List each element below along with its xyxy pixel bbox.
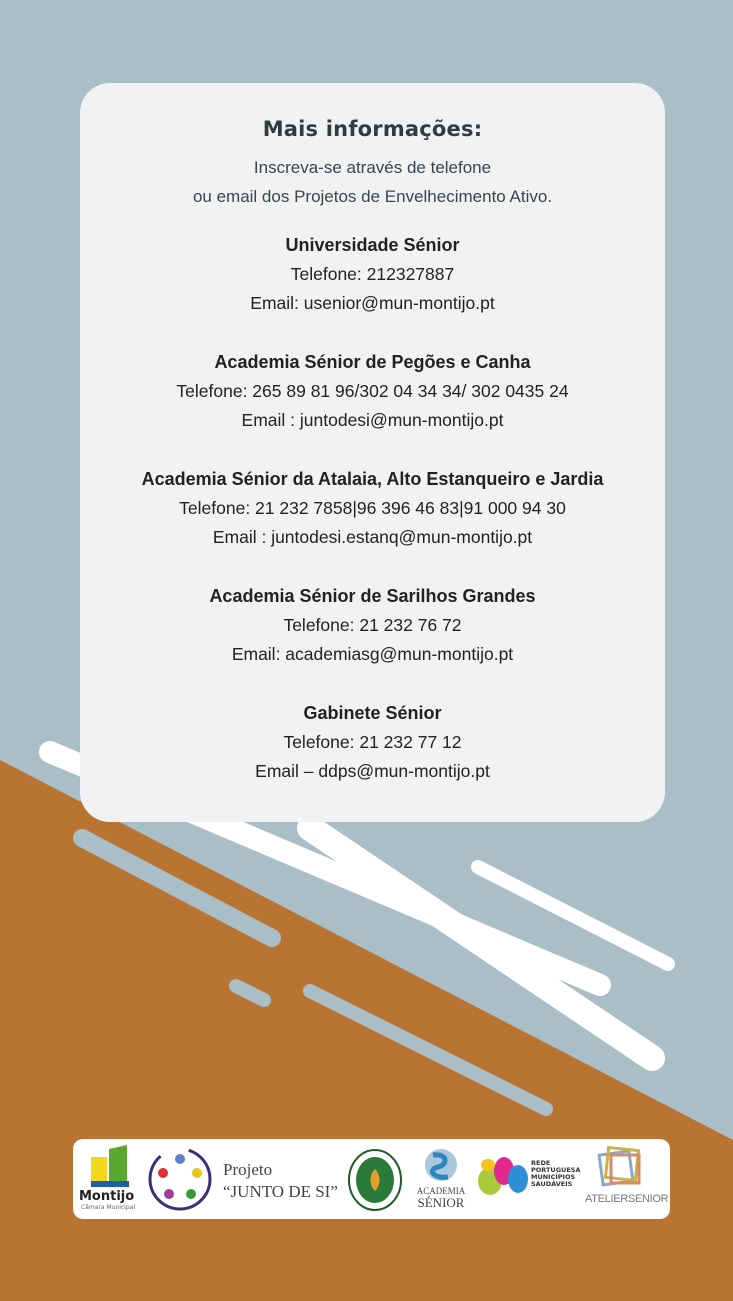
contact-phone: Telefone: 265 89 81 96/302 04 34 34/ 302 0435 24 bbox=[176, 381, 569, 401]
seal-logo-icon bbox=[347, 1139, 403, 1219]
rede-line: SAUDÁVEIS bbox=[531, 1180, 573, 1188]
montijo-logo-icon bbox=[87, 1145, 133, 1189]
academia-label: ACADEMIA bbox=[416, 1186, 466, 1196]
contact-block bbox=[80, 699, 665, 786]
projeto-label: Projeto bbox=[223, 1160, 273, 1179]
contact-name: Universidade Sénior bbox=[285, 235, 460, 255]
contact-email: Email – ddps@mun-montijo.pt bbox=[255, 761, 490, 781]
contact-name: Academia Sénior de Pegões e Canha bbox=[214, 352, 531, 372]
partner-logos-bar bbox=[73, 1139, 670, 1219]
contact-block bbox=[80, 582, 665, 669]
rede-line: PORTUGUESA bbox=[531, 1166, 581, 1174]
projeto-logo-text bbox=[223, 1159, 338, 1203]
intro-text bbox=[80, 153, 665, 211]
contact-phone: Telefone: 21 232 7858|96 396 46 83|91 000 94 30 bbox=[179, 498, 566, 518]
contact-block bbox=[80, 348, 665, 435]
info-card bbox=[80, 83, 665, 822]
atelier-senior-logo-icon bbox=[593, 1145, 649, 1193]
intro-line: Inscreva-se através de telefone bbox=[253, 158, 492, 177]
contact-name: Gabinete Sénior bbox=[303, 703, 442, 723]
rede-municipios-logo-icon bbox=[476, 1139, 530, 1219]
montijo-logo-text: Montijo bbox=[79, 1189, 135, 1204]
contact-email: Email: usenior@mun-montijo.pt bbox=[250, 293, 495, 313]
academia-label: SÉNIOR bbox=[417, 1195, 465, 1210]
contact-name: Academia Sénior da Atalaia, Alto Estanqueiro e Jardia bbox=[141, 469, 604, 489]
contact-email: Email : juntodesi@mun-montijo.pt bbox=[241, 410, 504, 430]
academia-senior-logo-text bbox=[413, 1186, 469, 1209]
contact-phone: Telefone: 212327887 bbox=[290, 264, 455, 284]
rede-line: REDE bbox=[531, 1159, 551, 1167]
academia-senior-logo-icon bbox=[418, 1145, 464, 1185]
rede-municipios-logo-text bbox=[531, 1160, 580, 1188]
atelier-senior-logo-text: ATELIERSENIOR bbox=[585, 1193, 669, 1205]
contact-email: Email : juntodesi.estanq@mun-montijo.pt bbox=[212, 527, 533, 547]
contact-block bbox=[80, 465, 665, 552]
contact-block bbox=[80, 231, 665, 318]
junto-de-si-logo-icon bbox=[145, 1139, 215, 1219]
contact-phone: Telefone: 21 232 76 72 bbox=[283, 615, 462, 635]
intro-line: ou email dos Projetos de Envelhecimento Ativo. bbox=[192, 187, 553, 206]
projeto-name: “JUNTO DE SI” bbox=[223, 1182, 338, 1201]
contact-email: Email: academiasg@mun-montijo.pt bbox=[231, 644, 514, 664]
contact-phone: Telefone: 21 232 77 12 bbox=[283, 732, 462, 752]
rede-line: MUNICÍPIOS bbox=[531, 1173, 576, 1181]
page-title: Mais informações: bbox=[262, 117, 483, 141]
montijo-logo-subtext: Câmara Municipal bbox=[81, 1204, 136, 1211]
contact-name: Academia Sénior de Sarilhos Grandes bbox=[209, 586, 536, 606]
